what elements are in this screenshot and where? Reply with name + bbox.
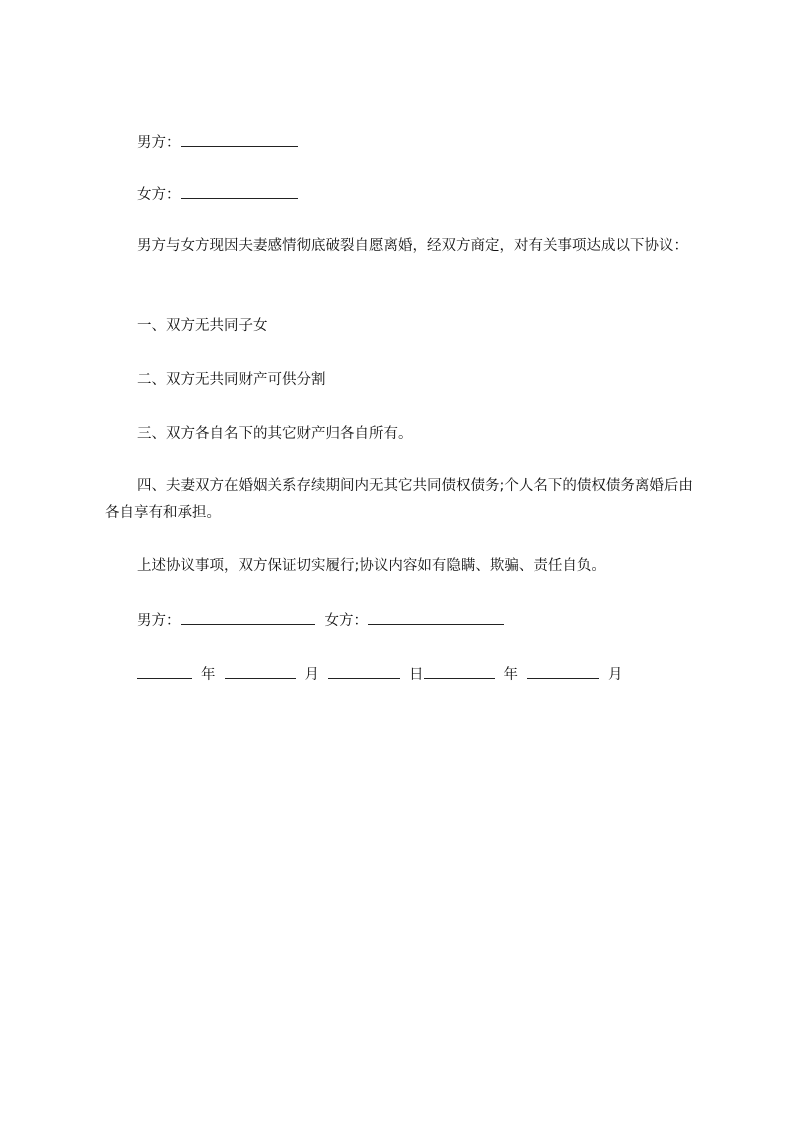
year-label-1: 年 <box>201 667 216 683</box>
year-label-2: 年 <box>503 667 518 683</box>
month-blank-1 <box>225 664 296 679</box>
signature-female-label: 女方： <box>324 613 368 629</box>
year-blank-2 <box>424 664 495 679</box>
male-party-line <box>137 132 298 153</box>
closing-statement: 上述协议事项，双方保证切实履行;协议内容如有隐瞒、欺骗、责任自负。 <box>137 558 606 574</box>
clause-4: 四、夫妻双方在婚姻关系存续期间内无其它共同债权债务;个人名下的债权债务离婚后由各自享有和承担。 <box>105 478 693 521</box>
male-party-label: 男方： <box>137 135 181 151</box>
intro-paragraph: 男方与女方现因夫妻感情彻底破裂自愿离婚，经双方商定，对有关事项达成以下协议： <box>137 238 688 254</box>
month-label-2: 月 <box>608 667 623 683</box>
clause-2: 二、双方无共同财产可供分割 <box>137 372 326 388</box>
male-party-name-blank <box>181 132 298 147</box>
female-party-label: 女方： <box>137 187 181 203</box>
signature-line <box>137 610 504 631</box>
year-blank-1 <box>137 664 192 679</box>
month-label-1: 月 <box>304 667 319 683</box>
female-party-line <box>137 184 298 205</box>
signature-female-blank <box>368 610 504 625</box>
month-blank-2 <box>527 664 599 679</box>
clause-3: 三、双方各自名下的其它财产归各自所有。 <box>137 426 413 442</box>
day-blank-1 <box>328 664 400 679</box>
day-label-1: 日 <box>409 667 424 683</box>
signature-male-label: 男方： <box>137 613 181 629</box>
female-party-name-blank <box>181 184 298 199</box>
date-line <box>137 664 623 685</box>
clause-1: 一、双方无共同子女 <box>137 318 268 334</box>
signature-male-blank <box>181 610 315 625</box>
